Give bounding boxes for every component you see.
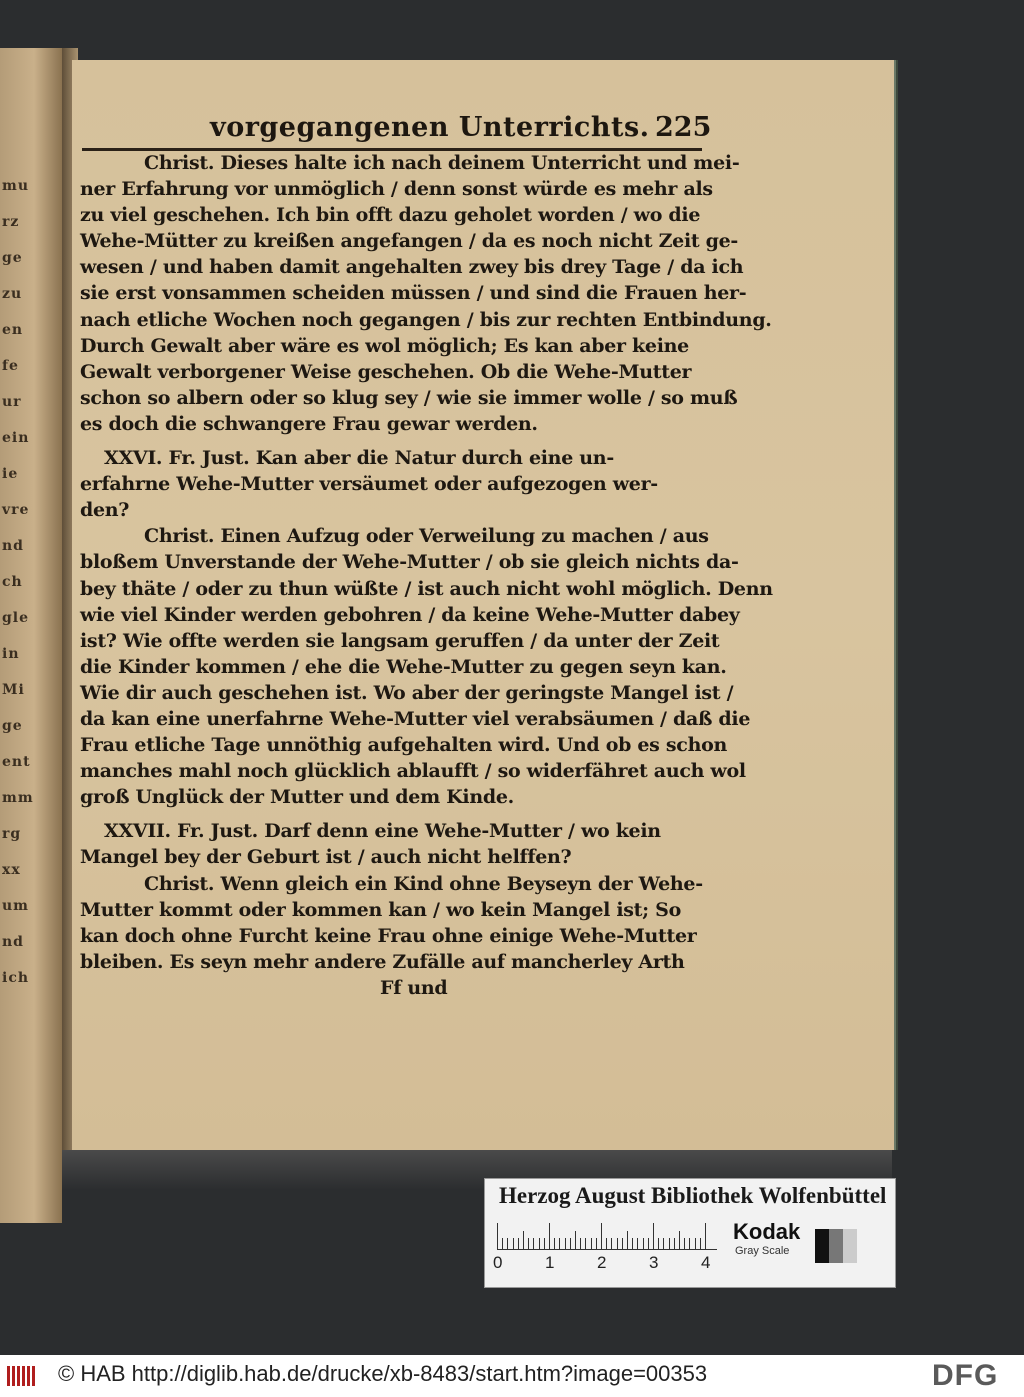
ruler-tick — [622, 1238, 623, 1249]
text-line: Gewalt verborgener Weise geschehen. Ob die Wehe-Mutter — [80, 360, 692, 383]
text-line: Ff und — [380, 976, 448, 999]
ruler-tick — [695, 1238, 696, 1249]
prev-page-fragment: in — [2, 646, 20, 662]
ruler-tick — [674, 1238, 675, 1249]
text-line: Mutter kommt oder kommen kan / wo kein Mangel ist; So — [80, 898, 681, 921]
prev-page-fragment: mu — [2, 178, 29, 194]
prev-page-fragment: nd — [2, 538, 24, 554]
ruler-tick — [518, 1238, 519, 1249]
ruler-tick — [617, 1238, 618, 1249]
text-line: Wie dir auch geschehen ist. Wo aber der geringste Mangel ist / — [80, 681, 734, 704]
kodak-logo: Kodak — [733, 1219, 801, 1244]
text-line: wesen / und haben damit angehalten zwey bis drey Tage / da ich — [80, 256, 744, 279]
ruler-tick — [497, 1223, 498, 1249]
ruler-tick — [658, 1238, 659, 1249]
text-line: Christ. Wenn gleich ein Kind ohne Beyseyn der Wehe- — [144, 872, 703, 895]
prev-page-fragment: fe — [2, 358, 19, 374]
gray-scale-label: Gray Scale — [735, 1245, 790, 1257]
hab-logo-icon — [6, 1363, 40, 1389]
page-text — [80, 150, 773, 1001]
text-line: nach etliche Wochen noch gegangen / bis zur rechten Entbindung. — [80, 308, 772, 331]
ruler-tick — [700, 1238, 701, 1249]
dfg-logo: DFG — [932, 1359, 999, 1392]
ruler-label: 4 — [701, 1253, 711, 1272]
ruler-tick — [528, 1238, 529, 1249]
prev-page-fragment: ur — [2, 394, 22, 410]
prev-page-fragment: vre — [2, 502, 30, 518]
viewer-footer — [0, 1355, 1024, 1397]
ruler-tick — [554, 1238, 555, 1249]
prev-page-fragment: en — [2, 322, 24, 338]
text-line: ist? Wie offte werden sie langsam geruffen / da unter der Zeit — [80, 629, 720, 652]
ruler-tick — [580, 1238, 581, 1249]
ruler-tick — [570, 1238, 571, 1249]
ruler-tick — [653, 1223, 654, 1249]
text-line: Wehe-Mütter zu kreißen angefangen / da es noch nicht Zeit ge- — [80, 230, 739, 253]
ruler-tick — [689, 1238, 690, 1249]
prev-page-fragment: gle — [2, 610, 30, 626]
text-line: groß Unglück der Mutter und dem Kinde. — [80, 786, 514, 809]
ruler-tick — [549, 1223, 550, 1249]
library-name: Herzog August Bibliothek Wolfenbüttel — [499, 1183, 887, 1208]
text-line: XXVII. Fr. Just. Darf denn eine Wehe-Mutter / wo kein — [104, 820, 661, 843]
prev-page-fragment: xx — [2, 862, 21, 878]
ruler-tick — [596, 1238, 597, 1249]
ruler-tick — [632, 1238, 633, 1249]
ruler-tick — [575, 1231, 576, 1249]
ruler-tick — [705, 1223, 706, 1249]
ruler-label: 0 — [493, 1253, 503, 1272]
ruler-tick — [606, 1238, 607, 1249]
prev-page-fragment: nd — [2, 934, 24, 950]
text-line: Frau etliche Tage unnöthig aufgehalten wird. Und ob es schon — [80, 734, 727, 757]
prev-page-fragment: ge — [2, 250, 23, 266]
ruler-tick — [679, 1231, 680, 1249]
ruler-tick — [523, 1231, 524, 1249]
gray-swatch — [829, 1229, 843, 1263]
prev-page-fragment: ein — [2, 430, 30, 446]
page-number: 225 — [655, 112, 712, 143]
text-line: da kan eine unerfahrne Wehe-Mutter viel verabsäumen / daß die — [80, 707, 751, 730]
gray-swatch — [843, 1229, 857, 1263]
ruler-tick — [637, 1238, 638, 1249]
text-line: es doch die schwangere Frau gewar werden. — [80, 412, 538, 435]
text-line: den? — [80, 499, 130, 522]
scale-ruler — [497, 1221, 717, 1250]
text-line: Christ. Einen Aufzug oder Verweilung zu machen / aus — [144, 525, 709, 548]
color-calibration-bar — [484, 1178, 896, 1288]
previous-page-edge — [0, 48, 62, 1223]
text-line: wie viel Kinder werden gebohren / da keine Wehe-Mutter dabey — [80, 603, 740, 626]
ruler-tick — [539, 1238, 540, 1249]
text-line: schon so albern oder so klug sey / wie sie immer wolle / so muß — [80, 386, 738, 409]
ruler-tick — [643, 1238, 644, 1249]
ruler-tick — [585, 1238, 586, 1249]
text-line: erfahrne Wehe-Mutter versäumet oder aufgezogen wer- — [80, 473, 658, 496]
text-line: bey thäte / oder zu thun wüßte / ist auch nicht wohl möglich. Denn — [80, 577, 773, 600]
prev-page-fragment: ch — [2, 574, 23, 590]
ruler-tick — [559, 1238, 560, 1249]
ruler-tick — [507, 1238, 508, 1249]
prev-page-fragment: mm — [2, 790, 34, 806]
text-line: manches mahl noch glücklich ablaufft / so widerfähret auch wol — [80, 760, 746, 783]
ruler-tick — [663, 1238, 664, 1249]
text-line: die Kinder kommen / ehe die Wehe-Mutter zu gegen seyn kan. — [80, 655, 727, 678]
prev-page-fragment: Mi — [2, 682, 25, 698]
text-line: XXVI. Fr. Just. Kan aber die Natur durch eine un- — [104, 447, 614, 470]
prev-page-fragment: ent — [2, 754, 31, 770]
text-line: Durch Gewalt aber wäre es wol möglich; Es kan aber keine — [80, 334, 689, 357]
ruler-tick — [502, 1238, 503, 1249]
text-line: sie erst vonsammen scheiden müssen / und sind die Frauen her- — [80, 282, 747, 305]
prev-page-fragment: ich — [2, 970, 30, 986]
ruler-tick — [669, 1238, 670, 1249]
text-line: bloßem Unverstande der Wehe-Mutter / ob sie gleich nichts da- — [80, 551, 739, 574]
text-line: Christ. Dieses halte ich nach deinem Unterricht und mei- — [144, 152, 740, 174]
ruler-tick — [648, 1238, 649, 1249]
ruler-tick — [601, 1223, 602, 1249]
text-line: kan doch ohne Furcht keine Frau ohne einige Wehe-Mutter — [80, 924, 697, 947]
prev-page-fragment: ie — [2, 466, 19, 482]
ruler-tick — [565, 1238, 566, 1249]
prev-page-fragment: ge — [2, 718, 23, 734]
ruler-tick — [627, 1231, 628, 1249]
ruler-label: 3 — [649, 1253, 659, 1272]
running-head: vorgegangenen Unterrichts. — [210, 112, 650, 143]
ruler-label: 2 — [597, 1253, 607, 1272]
gray-swatch — [815, 1229, 829, 1263]
ruler-tick — [533, 1238, 534, 1249]
ruler-tick — [611, 1238, 612, 1249]
ruler-label: 1 — [545, 1253, 555, 1272]
prev-page-fragment: um — [2, 898, 29, 914]
text-line: ner Erfahrung vor unmöglich / denn sonst würde es mehr als — [80, 178, 713, 201]
ruler-tick — [684, 1238, 685, 1249]
prev-page-fragment: rg — [2, 826, 22, 842]
prev-page-fragment: rz — [2, 214, 20, 230]
ruler-tick — [544, 1238, 545, 1249]
ruler-tick — [513, 1238, 514, 1249]
copyright-url[interactable]: © HAB http://diglib.hab.de/drucke/xb-8483/start.htm?image=00353 — [58, 1361, 708, 1386]
text-line: bleiben. Es seyn mehr andere Zufälle auf mancherley Arth — [80, 950, 685, 973]
prev-page-fragment: zu — [2, 286, 23, 302]
text-line: Mangel bey der Geburt ist / auch nicht helffen? — [80, 846, 572, 869]
ruler-tick — [591, 1238, 592, 1249]
text-line: zu viel geschehen. Ich bin offt dazu geholet worden / wo die — [80, 204, 701, 227]
